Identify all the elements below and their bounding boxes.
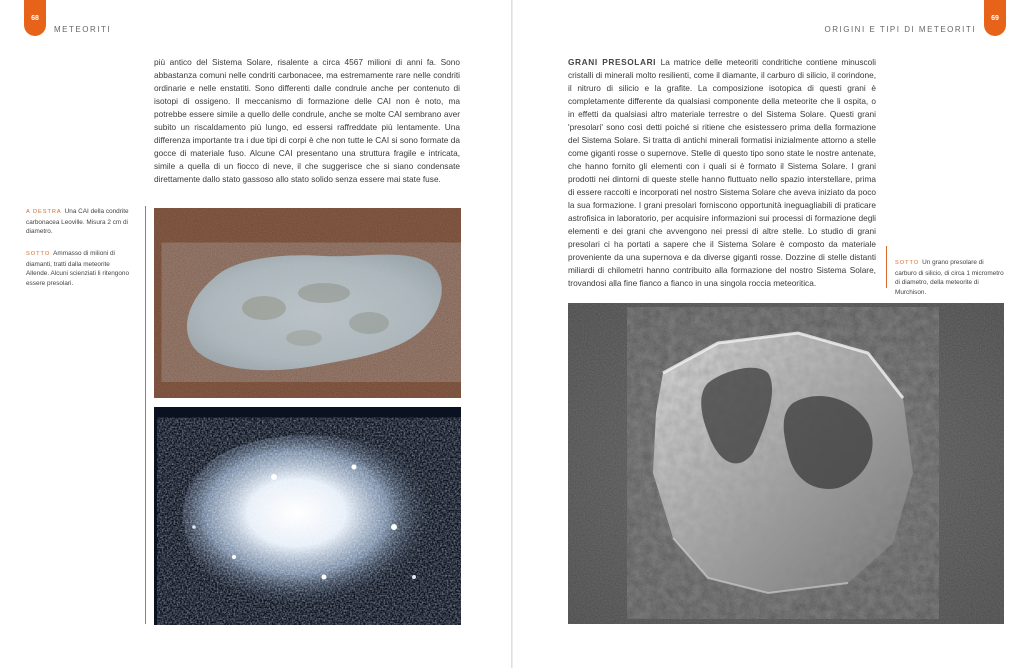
diamonds-photo xyxy=(154,407,461,625)
caption-cai-label: A DESTRA xyxy=(26,209,62,215)
caption-rule-left xyxy=(145,206,146,624)
presolar-grain-photo xyxy=(568,303,1004,624)
body-text-right xyxy=(568,56,876,290)
caption-grain-text: Un grano presolare di carburo di silicio, di circa 1 micrometro di diametro, della meteorite di Murchison. xyxy=(895,259,1004,296)
caption-rule-right xyxy=(886,246,887,288)
caption-grain xyxy=(895,258,1007,297)
body-text-left: più antico del Sistema Solare, risalente a circa 4567 milioni di anni fa. Sono abbastanza comuni nelle condriti carbonacee, ma estremamente rare nelle condriti ordinarie e nelle enstatiti. Sono differenti dalle condrule anche per contenuto di isotopi di ossigeno. Il meccanismo di formazione delle CAI non è noto, ma potrebbe essere simile a quello delle condrule, anche se molte CAI sembrano aver subito un riscaldamento più lungo, ed essersi raffreddate più lentamente. Una differenza importante tra i due tipi di corpi è che non tutte le CAI si sono formate da gocce di materiale fuso. Alcune CAI presentano una struttura fragile e intricata, simile a quella di un fiocco di neve, il che suggerisce che si siano condensate direttamente dallo stato gassoso allo stato solido senza essere mai state fuse. xyxy=(154,57,460,184)
caption-diamonds-text: Ammasso di milioni di diamanti, tratti dalla meteorite Allende. Alcuni scienziati li ritengono essere presolari. xyxy=(26,250,130,287)
page-number-left: 68 xyxy=(24,0,46,36)
section-heading-presolar-grains: GRANI PRESOLARI xyxy=(568,57,661,67)
caption-cai xyxy=(26,207,134,237)
caption-grain-label: SOTTO xyxy=(895,260,920,266)
caption-diamonds xyxy=(26,249,134,288)
page-number-right: 69 xyxy=(984,0,1006,36)
body-text-right-content: La matrice delle meteoriti condritiche contiene minuscoli cristalli di minerali molto resilienti, come il diamante, il carburo di silicio, il corindone, il nitruro di silicio e la grafite. La composizione isotopica di questi grani è completamente differente da qualsiasi componente della meteorite che li ospita, o in effetti da qualsiasi altro materiale terrestre o del Sistema Solare. Questi grani 'presolari' sono così detti poiché si ritiene che esistessero prima della formazione del Sistema Solare. Si tratta di antichi minerali formatisi inizialmente attorno a stelle come giganti rosse o supernove. Stelle di questo tipo sono state le nostre antenate, che hanno fornito gli elementi con i quali si è formato il Sistema Solare. I grani prodotti nei dintorni di queste stelle hanno fluttuato nello spazio interstellare, prima di essere raccolti e incorporati nel nostro Sistema Solare che aveva iniziato da poco la sua formazione. I grani presolari forniscono opportunità ineguagliabili di praticare astrofisica in laboratorio, per acquisire informazioni sui processi di formazione degli elementi e dei grani che avvengono nei pressi di altre stelle. Lo studio di grani presolari ci ha portati a sapere che il Sistema Solare è composto da materiale proveniente da una supernova e da diverse giganti rosse. Dozzine di stelle distanti miliardi di chilometri hanno contribuito alla formazione del nostro Sistema Solare, trovandosi alla fine fianco a fianco in una singola roccia meteoritica. xyxy=(568,57,876,288)
caption-cai-text: Una CAI della condrite carbonacea Leoville. Misura 2 cm di diametro. xyxy=(26,208,129,236)
caption-diamonds-label: SOTTO xyxy=(26,251,51,257)
running-head-left: METEORITI xyxy=(54,25,112,34)
cai-photo xyxy=(154,208,461,398)
running-head-right: ORIGINI E TIPI DI METEORITI xyxy=(824,25,976,34)
